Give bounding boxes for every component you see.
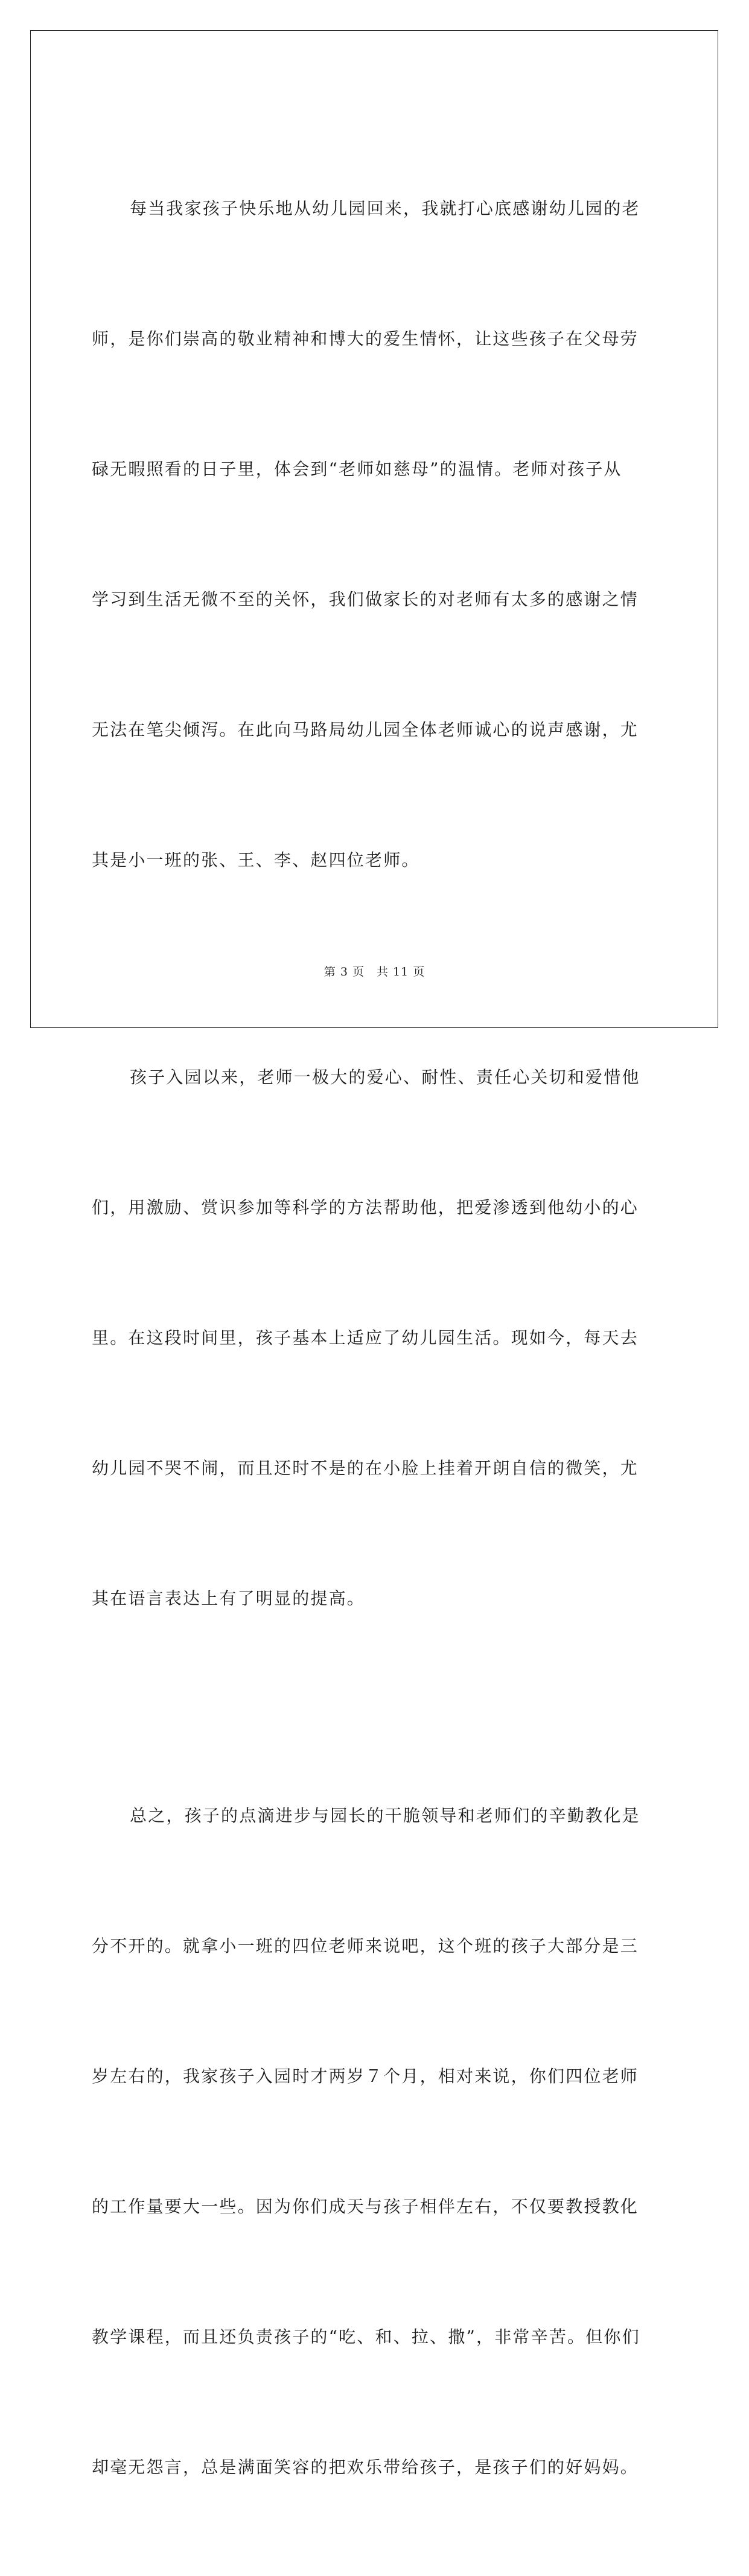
paragraph-3-line-3: 岁左右的，我家孩子入园时才两岁７个月，相对来说，你们四位老师 <box>92 2066 639 2086</box>
paragraph-1-line-3: 碌无暇照看的日子里，体会到“老师如慈母”的温情。老师对孩子从 <box>92 459 622 479</box>
paragraph-2 <box>92 969 658 1707</box>
paragraph-1 <box>92 100 658 969</box>
paragraph-3-line-4: 的工作量要大一些。因为你们成天与孩子相伴左右，不仅要教授教化 <box>92 2197 639 2216</box>
paragraph-3 <box>92 1707 658 2576</box>
paragraph-3-line-6: 却毫无怨言，总是满面笑容的把欢乐带给孩子，是孩子们的好妈妈。 <box>92 2457 639 2477</box>
paragraph-3-line-2: 分不开的。就拿小一班的四位老师来说吧，这个班的孩子大部分是三 <box>92 1936 639 1956</box>
paragraph-2-line-4: 幼儿园不哭不闹，而且还时不是的在小脸上挂着开朗自信的微笑，尤 <box>92 1458 639 1478</box>
paragraph-1-line-5: 无法在笔尖倾泻。在此向马路局幼儿园全体老师诚心的说声感谢，尤 <box>92 720 639 740</box>
paragraph-2-line-5: 其在语言表达上有了明显的提高。 <box>92 1588 366 1608</box>
document-body <box>92 100 658 2576</box>
paragraph-1-line-1: 每当我家孩子快乐地从幼儿园回来，我就打心底感谢幼儿园的老 <box>130 198 640 218</box>
paragraph-1-line-2: 师，是你们崇高的敬业精神和博大的爱生情怀，让这些孩子在父母劳 <box>92 329 639 349</box>
paragraph-3-line-1: 总之，孩子的点滴进步与园长的干脆领导和老师们的辛勤教化是 <box>130 1806 640 1826</box>
paragraph-1-line-4: 学习到生活无微不至的关怀，我们做家长的对老师有太多的感谢之情 <box>92 589 639 609</box>
paragraph-2-line-1: 孩子入园以来，老师一极大的爱心、耐性、责任心关切和爱惜他 <box>130 1067 640 1087</box>
page-number-footer: 第 3 页 共 11 页 <box>324 965 425 979</box>
paragraph-2-line-3: 里。在这段时间里，孩子基本上适应了幼儿园生活。现如今，每天去 <box>92 1328 639 1348</box>
paragraph-2-line-2: 们，用激励、赏识参加等科学的方法帮助他，把爱渗透到他幼小的心 <box>92 1198 639 1217</box>
paragraph-1-line-6: 其是小一班的张、王、李、赵四位老师。 <box>92 850 420 870</box>
paragraph-3-line-5: 教学课程，而且还负责孩子的“吃、和、拉、撒”，非常辛苦。但你们 <box>92 2327 640 2347</box>
